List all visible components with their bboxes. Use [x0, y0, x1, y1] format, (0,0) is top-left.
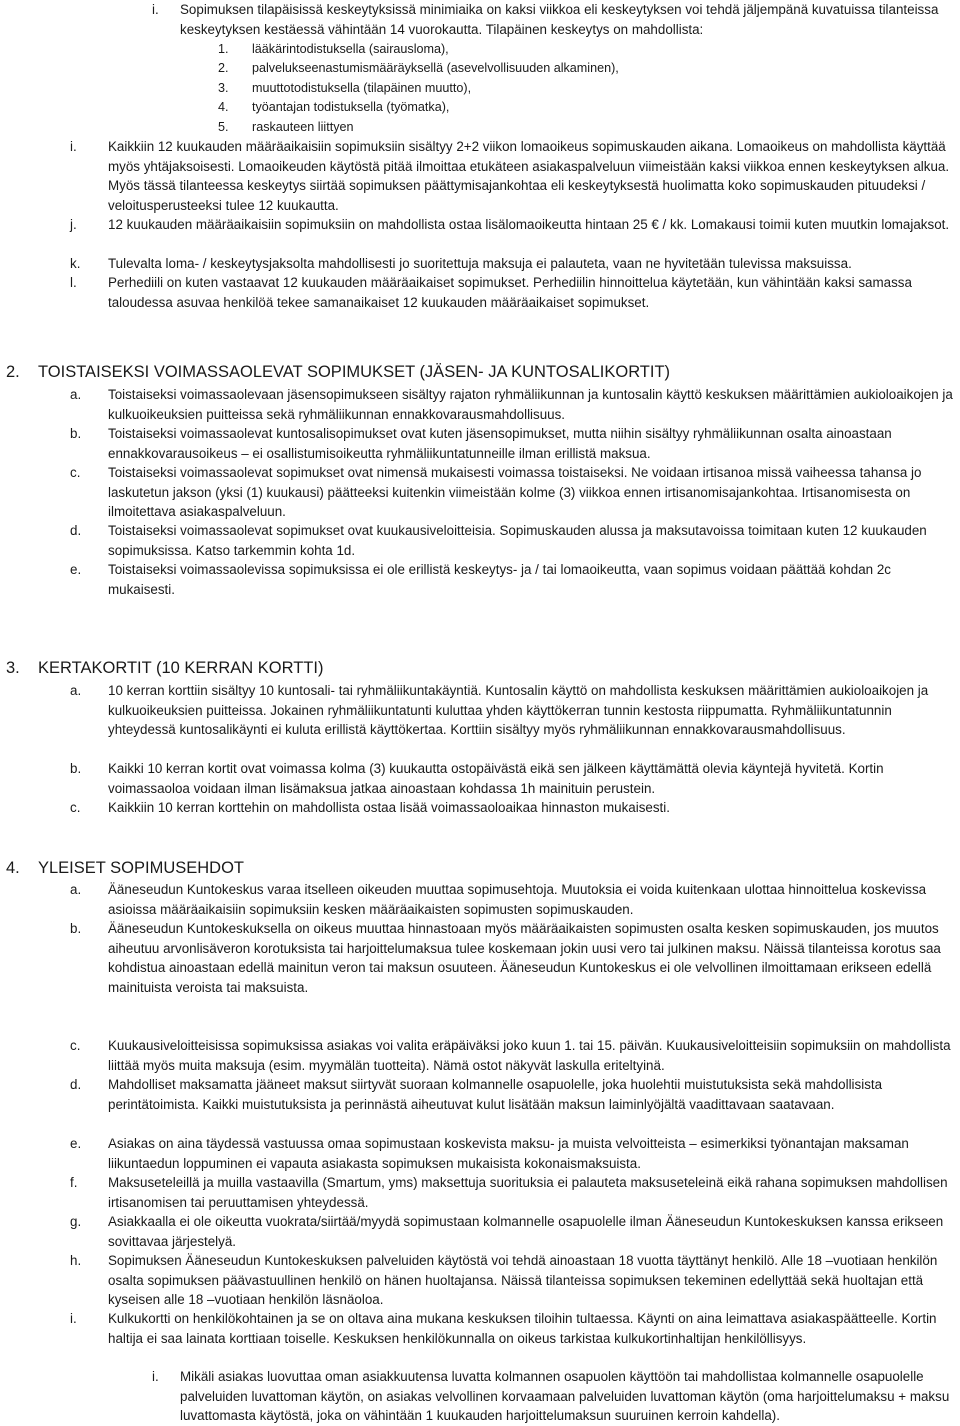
- item-marker: c.: [70, 800, 81, 815]
- section-2-item: [70, 521, 960, 560]
- section-4-item: [70, 1075, 960, 1114]
- clause-text: Perhediili on kuten vastaavat 12 kuukauden määräaikaiset sopimukset. Perhediilin hinnoittelua käytetään, kun vähintään kaksi samassa taloudessa asuvaa henkilöä tekee samanaikaiset 12 kuukauden määräaikaiset sopimukset.: [108, 275, 912, 310]
- item-marker: i.: [152, 1369, 159, 1384]
- section-4-item: [70, 1309, 960, 1348]
- clause-text: Tulevalta loma- / keskeytysjaksolta mahdollisesti jo suoritettuja maksuja ei palauteta, vaan ne hyvitetään tulevissa maksuissa.: [108, 256, 852, 271]
- item-text: Toistaiseksi voimassaolevaan jäsensopimukseen sisältyy rajaton ryhmäliikunnan ja kuntosalin käyttö keskuksen määrittämien aukioloaikojen ja kulkuoikeuksien puitteissa sekä ryhmäliikunnan ennakkovarausmahdollisuus.: [108, 387, 953, 422]
- item-marker: a.: [70, 882, 82, 897]
- item-marker: b.: [70, 761, 82, 776]
- section-2-item: [70, 560, 960, 599]
- item-text: 10 kerran korttiin sisältyy 10 kuntosali- tai ryhmäliikuntakäyntiä. Kuntosalin käyttö on mahdollista keskuksen määrittämien aukioloaikojen ja kulkuoikeuksien puitteissa. Jokainen ryhmäliikuntatunti kuluttaa yhden käyttökerran tunnin kestosta riippumatta. Ryhmäliikuntatunnin yhteydessä kuntosalikäynti ei kuluta erillistä käyttökertaa. Korttiin sisältyy myös ryhmäliikunnan ennakkovarausmahdollisuus.: [108, 683, 929, 737]
- section-2-item: [70, 424, 960, 463]
- clause-marker: k.: [70, 256, 81, 271]
- item-marker: d.: [70, 1077, 82, 1092]
- list-item: [218, 98, 902, 118]
- section-4-item: [70, 1212, 960, 1251]
- list-item: [218, 118, 902, 138]
- item-text: Maksuseteleillä ja muilla vastaavilla (Smartum, yms) maksettuja suorituksia ei palauteta maksuseteleinä eikä rahana sopimuksen mahdollisen irtisanomisen tai peruuttamisen yhteydessä.: [108, 1175, 948, 1210]
- section-number: 2.: [6, 363, 20, 381]
- item-marker: f.: [70, 1175, 78, 1190]
- item-text: Sopimuksen Ääneseudun Kuntokeskuksen palveluiden käytöstä voi tehdä ainoastaan 18 vuotta täyttänyt henkilö. Alle 18 –vuotiaan henkilön osalta sopimuksen päävastuullinen henkilö on hänen huoltajansa. Näissä tilanteissa sopimuksen tekeminen edellyttää sekä huoltajan että kyseisen alle 18 –vuotiaan henkilön läsnäoloa.: [108, 1253, 938, 1307]
- clause-i-holiday-right: [70, 137, 960, 215]
- list-text: raskauteen liittyen: [252, 120, 354, 134]
- list-text: muuttotodistuksella (tilapäinen muutto),: [252, 81, 472, 95]
- item-text: Mahdolliset maksamatta jääneet maksut siirtyvät suoraan kolmannelle osapuolelle, joka huolehtii muistutuksista sekä mahdollisista perintätoimista. Kaikki muistutuksista ja perinnästä aiheutuvat kulut lisätään maksun laiminlyöjältä vaadittavaan saatavaan.: [108, 1077, 883, 1112]
- section-4-item: [70, 1251, 960, 1310]
- item-text: Mikäli asiakas luovuttaa oman asiakkuutensa luvatta kolmannen osapuolen käyttöön tai mahdollistaa kolmannelle osapuolelle palveluiden luvattoman käytön, on asiakas velvollinen korvaamaan palveluiden luvattoman käytön (oma harjoittelumaksu + maksu luvattomasta käytöstä, joka on vähintään 1 kuukauden harjoittelumaksun suuruinen kerroin kahdella).: [180, 1369, 950, 1423]
- section-3-item: [70, 759, 960, 798]
- section-3-item: [70, 681, 960, 740]
- item-text: Kaikki 10 kerran kortit ovat voimassa kolma (3) kuukautta ostopäivästä eikä sen jälkeen käyttämättä olevia käyntejä hyvitetä. Kortin voimassaoloa voidaan ilman lisämaksua jatkaa ainoastaan kohdassa 1h mainituin perustein.: [108, 761, 884, 796]
- section-4-item: [70, 1036, 960, 1075]
- clause-text: 12 kuukauden määräaikaisiin sopimuksiin on mahdollista ostaa lisälomaoikeutta hintaan 25 € / kk. Lomakausi toimii kuten muutkin lomajaksot.: [108, 217, 950, 232]
- item-marker: h.: [70, 1253, 82, 1268]
- item-marker: c.: [70, 1038, 81, 1053]
- section-2-item: [70, 463, 960, 522]
- item-text: Toistaiseksi voimassaolevat sopimukset ovat nimensä mukaisesti voimassa toistaiseksi. Ne voidaan irtisanoa missä vaiheessa tahansa jo laskutetun jakson (yksi (1) kuukausi) päätteeksi kuitenkin viimeistään kolme (3) viikkoa ennen irtisanomisajankohtaa. Irtisanomisesta on ilmoitettava asiakaspalveluun.: [108, 465, 922, 519]
- section-title: KERTAKORTIT (10 KERRAN KORTTI): [38, 659, 324, 677]
- item-text: Toistaiseksi voimassaolevat sopimukset ovat kuukausiveloitteisia. Sopimuskauden alussa ja maksutavoissa toimitaan kuten 12 kuukauden sopimuksissa. Katso tarkemmin kohta 1d.: [108, 523, 927, 558]
- item-marker: e.: [70, 1136, 82, 1151]
- clause-text: Kaikkiin 12 kuukauden määräaikaisiin sopimuksiin sisältyy 2+2 viikon lomaoikeus sopimuskauden aikana. Lomaoikeus on mahdollista käyttää myös yhtäjaksoisesti. Lomaoikeuden käytöstä pitää ilmoittaa etukäteen asiakaspalveluun viimeistään kaksi viikkoa ennen keskeytyksen alkua. Myös tässä tilanteessa keskeytys siirtää sopimuksen päättymisajankohtaa eli keskeytyksestä huolimatta koko sopimuskauden pituudeksi / veloitusperusteeksi tulee 12 kuukautta.: [108, 139, 950, 213]
- section-4-item: [70, 919, 960, 997]
- clause-i-temporary-suspension: [152, 0, 950, 39]
- clause-k-refunds: [70, 254, 960, 274]
- item-text: Kuukausiveloitteisissa sopimuksissa asiakas voi valita eräpäiväksi joko kuun 1. tai 15. päivän. Kuukausiveloitteisiin sopimuksiin on mahdollista liittää myös muita maksuja (esim. myymälän tuotteita). Nämä ostot näkyvät laskulla eriteltyinä.: [108, 1038, 951, 1073]
- section-4-item: [70, 1134, 960, 1173]
- item-marker: a.: [70, 683, 82, 698]
- clause-marker: i.: [70, 139, 77, 154]
- list-number: 1.: [218, 42, 229, 56]
- section-title: YLEISET SOPIMUSEHDOT: [38, 859, 244, 877]
- item-marker: i.: [70, 1311, 77, 1326]
- list-number: 5.: [218, 120, 229, 134]
- item-marker: d.: [70, 523, 82, 538]
- item-marker: b.: [70, 921, 82, 936]
- clause-marker: i.: [152, 2, 159, 17]
- clause-marker: j.: [70, 217, 77, 232]
- item-marker: e.: [70, 562, 82, 577]
- item-marker: b.: [70, 426, 82, 441]
- clause-text: Sopimuksen tilapäisissä keskeytyksissä minimiaika on kaksi viikkoa eli keskeytyksen voi tehdä jäljempänä kuvatuissa tilanteissa keskeytyksen kestäessä vähintään 14 vuorokautta. Tilapäinen keskeytys on mahdollista:: [180, 2, 939, 37]
- item-text: Toistaiseksi voimassaolevissa sopimuksissa ei ole erillistä keskeytys- ja / tai lomaoikeutta, vaan sopimus voidaan päättää kohdan 2c mukaisesti.: [108, 562, 891, 597]
- clause-l-family-deal: [70, 273, 960, 312]
- section-4-item: [70, 1173, 960, 1212]
- section-4-item: [70, 880, 960, 919]
- section-4-sub-item: [152, 1367, 950, 1426]
- clause-j-extra-holiday: [70, 215, 960, 235]
- list-number: 3.: [218, 81, 229, 95]
- item-text: Asiakas on aina täydessä vastuussa omaa sopimustaan koskevista maksu- ja muista velvoitteista – esimerkiksi työnantajan maksaman liikuntaedun loppuminen ei vapauta asiakasta sopimuksen mukaisista kokonaismaksuista.: [108, 1136, 909, 1171]
- list-text: palvelukseenastumismääräyksellä (asevelvollisuuden alkaminen),: [252, 61, 619, 75]
- list-item: [218, 40, 902, 60]
- section-number: 4.: [6, 859, 20, 877]
- section-2-item: [70, 385, 960, 424]
- item-marker: c.: [70, 465, 81, 480]
- list-number: 4.: [218, 100, 229, 114]
- list-item: [218, 59, 902, 79]
- item-marker: g.: [70, 1214, 82, 1229]
- item-text: Ääneseudun Kuntokeskus varaa itselleen oikeuden muuttaa sopimusehtoja. Muutoksia ei voida kuitenkaan ulottaa hinnoittelua koskevissa asioissa määräaikaisiin sopimuksiin kesken määräaikaisten sopimusten sopimuskauden.: [108, 882, 927, 917]
- list-number: 2.: [218, 61, 229, 75]
- item-text: Ääneseudun Kuntokeskuksella on oikeus muuttaa hinnastoaan myös määräaikaisten sopimusten osalta kesken sopimuskauden, jos muutos aiheutuu arvonlisäveron korotuksista tai harjoittelumaksua tulee koskemaan jokin uusi vero tai julkinen maksu. Näissä tilanteissa korotus saa kohdistua ainoastaan edellä mainitun veron tai maksun osuuteen. Ääneseudun Kuntokeskus ei ole velvollinen ilmoittamaan erikseen edellä mainituista veroista tai maksuista.: [108, 921, 941, 995]
- section-number: 3.: [6, 659, 20, 677]
- item-text: Toistaiseksi voimassaolevat kuntosalisopimukset ovat kuten jäsensopimukset, mutta niihin sisältyy ryhmäliikunnan osalta ainoastaan ennakkovarausoikeus – ei osallistumisoikeutta ryhmäliikuntatunneille ilman erillistä maksua.: [108, 426, 892, 461]
- item-text: Kulkukortti on henkilökohtainen ja se on oltava aina mukana keskuksen tiloihin tultaessa. Käynti on aina leimattava asiakaspäätteelle. Kortin haltija ei saa lainata korttiaan toiselle. Keskuksen henkilökunnalla on oikeus tarkistaa kulkukortinhaltijan henkilöllisyys.: [108, 1311, 937, 1346]
- list-text: lääkärintodistuksella (sairausloma),: [252, 42, 449, 56]
- item-text: Kaikkiin 10 kerran korttehin on mahdollista ostaa lisää voimassaoloaikaa hinnaston mukaisesti.: [108, 800, 670, 815]
- clause-marker: l.: [70, 275, 77, 290]
- section-3-item: [70, 798, 960, 818]
- section-title: TOISTAISEKSI VOIMASSAOLEVAT SOPIMUKSET (JÄSEN- JA KUNTOSALIKORTIT): [38, 363, 671, 381]
- list-text: työantajan todistuksella (työmatka),: [252, 100, 450, 114]
- item-marker: a.: [70, 387, 82, 402]
- item-text: Asiakkaalla ei ole oikeutta vuokrata/siirtää/myydä sopimustaan kolmannelle osapuolelle ilman Ääneseudun Kuntokeskuksen kanssa erikseen sovittavaa järjestelyä.: [108, 1214, 944, 1249]
- list-item: [218, 79, 902, 99]
